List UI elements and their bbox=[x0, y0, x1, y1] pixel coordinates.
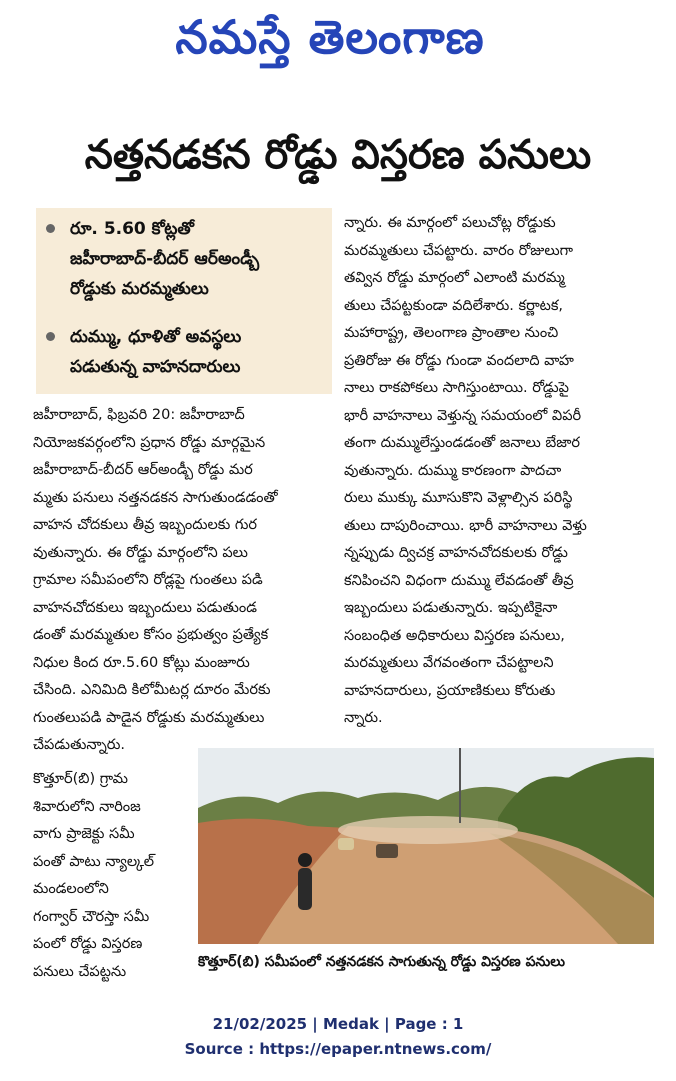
article-line: పంతో పాటు న్యాల్కల్ bbox=[33, 853, 155, 870]
article-line: ప్రతిరోజు ఈ రోడ్డు గుండా వందలాది వాహ bbox=[344, 352, 574, 369]
article-line: జహీరాబాద్-బీదర్ ఆర్అండ్బీ రోడ్డు మర bbox=[33, 462, 253, 478]
article-line: చేసింది. ఎనిమిది కిలోమీటర్ల దూరం మేరకు bbox=[33, 682, 271, 698]
article-right-column bbox=[344, 210, 654, 733]
article-line: శివారులోని నారింజ bbox=[33, 798, 141, 815]
masthead-logo: నమస్తే తెలంగాణ bbox=[175, 10, 485, 64]
article-line: కనిపించని విధంగా దుమ్ము లేవడంతో తీవ్ర bbox=[344, 572, 574, 589]
bullet-icon bbox=[46, 224, 55, 233]
road-photo-illustration bbox=[198, 748, 654, 944]
article-left-column bbox=[33, 402, 339, 760]
article-line: వుతున్నారు. ఈ రోడ్డు మార్గంలోని పలు bbox=[33, 544, 248, 561]
article-line: వాహన చోదకులు తీవ్ర ఇబ్బందులకు గుర bbox=[33, 517, 258, 533]
highlight-line: జహీరాబాద్-బీదర్ ఆర్అండ్బీ bbox=[70, 249, 260, 269]
article-line: పనులు చేపట్టను bbox=[33, 963, 127, 980]
highlight-box bbox=[36, 208, 332, 394]
article-line: డంతో మరమ్మతుల కోసం ప్రభుత్వం ప్రత్యేక bbox=[33, 627, 269, 643]
article-line: భారీ వాహనాలు వెళ్తున్న సమయంలో విపరీ bbox=[344, 407, 582, 424]
article-line: వాగు ప్రాజెక్టు సమీ bbox=[33, 826, 135, 842]
headline: నత్తనడకన రోడ్డు విస్తరణ పనులు bbox=[84, 132, 592, 178]
article-line: గుంతలుపడి పాడైన రోడ్డుకు మరమ్మతులు bbox=[33, 709, 265, 726]
highlight-line: రోడ్డుకు మరమ్మతులు bbox=[70, 279, 209, 299]
article-line: న్నప్పుడు ద్విచక్ర వాహనచోదకులకు రోడ్డు bbox=[344, 545, 568, 561]
article-line: రులు ముక్కు మూసుకొని వెళ్లాల్సిన పరిస్థి bbox=[344, 490, 573, 506]
article-line: మహారాష్ట్ర, తెలంగాణ ప్రాంతాల నుంచి bbox=[344, 325, 559, 341]
article-line: మండలంలోని bbox=[33, 881, 109, 897]
article-line: జహీరాబాద్, ఫిబ్రవరి 20: జహీరాబాద్ bbox=[33, 407, 245, 423]
road-photo bbox=[198, 748, 654, 944]
article-line: మరమ్మతులు వేగవంతంగా చేపట్టాలని bbox=[344, 655, 554, 671]
article-line: చేపడుతున్నారు. bbox=[33, 737, 125, 753]
article-line: కొత్తూర్(బి) గ్రామ bbox=[33, 771, 128, 787]
highlight-line: రూ. 5.60 కోట్లతో bbox=[70, 219, 194, 239]
article-line: సంబంధిత అధికారులు విస్తరణ పనులు, bbox=[344, 627, 565, 644]
footer-source-line: Source : https://epaper.ntnews.com/ bbox=[184, 1040, 492, 1058]
article-line: తంగా దుమ్ములేస్తుండడంతో జనాలు బేజార bbox=[344, 435, 581, 451]
article-line: న్నారు. bbox=[344, 710, 383, 726]
article-line: మరమ్మతులు చేపట్టారు. వారం రోజులుగా bbox=[344, 242, 573, 259]
article-line: తులు దాపురించాయి. భారీ వాహనాలు వెళ్తు bbox=[344, 517, 587, 534]
article-line: పంలో రోడ్డు విస్తరణ bbox=[33, 936, 143, 952]
article-line: మ్మతు పనులు నత్తనడకన సాగుతుండడంతో bbox=[33, 489, 278, 506]
article-line: గ్రామాల సమీపంలోని రోడ్లపై గుంతలు పడి bbox=[33, 572, 263, 588]
article-line: వాహనచోదకులు ఇబ్బందులు పడుతుండ bbox=[33, 599, 257, 616]
bullet-icon bbox=[46, 332, 55, 341]
footer-date-line: 21/02/2025 | Medak | Page : 1 bbox=[212, 1015, 464, 1033]
article-line: గంగ్వార్ చౌరస్తా సమీ bbox=[33, 908, 150, 925]
article-line: వాహనదారులు, ప్రయాణికులు కోరుతు bbox=[344, 682, 556, 699]
article-line: నాలు రాకపోకలు సాగిస్తుంటాయి. రోడ్డుపై bbox=[344, 380, 569, 396]
highlight-line: దుమ్ము, ధూళితో అవస్థలు bbox=[70, 327, 242, 347]
photo-caption: కొత్తూర్(బి) సమీపంలో నత్తనడకన సాగుతున్న రోడ్డు విస్తరణ పనులు bbox=[198, 954, 565, 970]
article-line: ఇబ్బందులు పడుతున్నారు. ఇప్పటికైనా bbox=[344, 600, 558, 616]
article-line: తులు చేపట్టకుండా వదిలేశారు. కర్ణాటక, bbox=[344, 297, 564, 314]
article-narrow-column bbox=[33, 766, 193, 986]
highlight-line: పడుతున్న వాహనదారులు bbox=[70, 357, 241, 377]
highlight-item-1 bbox=[48, 214, 328, 304]
article-line: నియోజకవర్గంలోని ప్రధాన రోడ్డు మార్గమైన bbox=[33, 434, 266, 451]
article-line: తవ్విన రోడ్డు మార్గంలో ఎలాంటి మరమ్మ bbox=[344, 270, 565, 286]
article-line: వుతున్నారు. దుమ్ము కారణంగా పాదచా bbox=[344, 462, 562, 479]
article-line: న్నారు. ఈ మార్గంలో పలుచోట్ల రోడ్డుకు bbox=[344, 215, 556, 231]
highlight-item-2 bbox=[48, 322, 328, 382]
article-line: నిధుల కింద రూ.5.60 కోట్లు మంజూరు bbox=[33, 654, 250, 671]
